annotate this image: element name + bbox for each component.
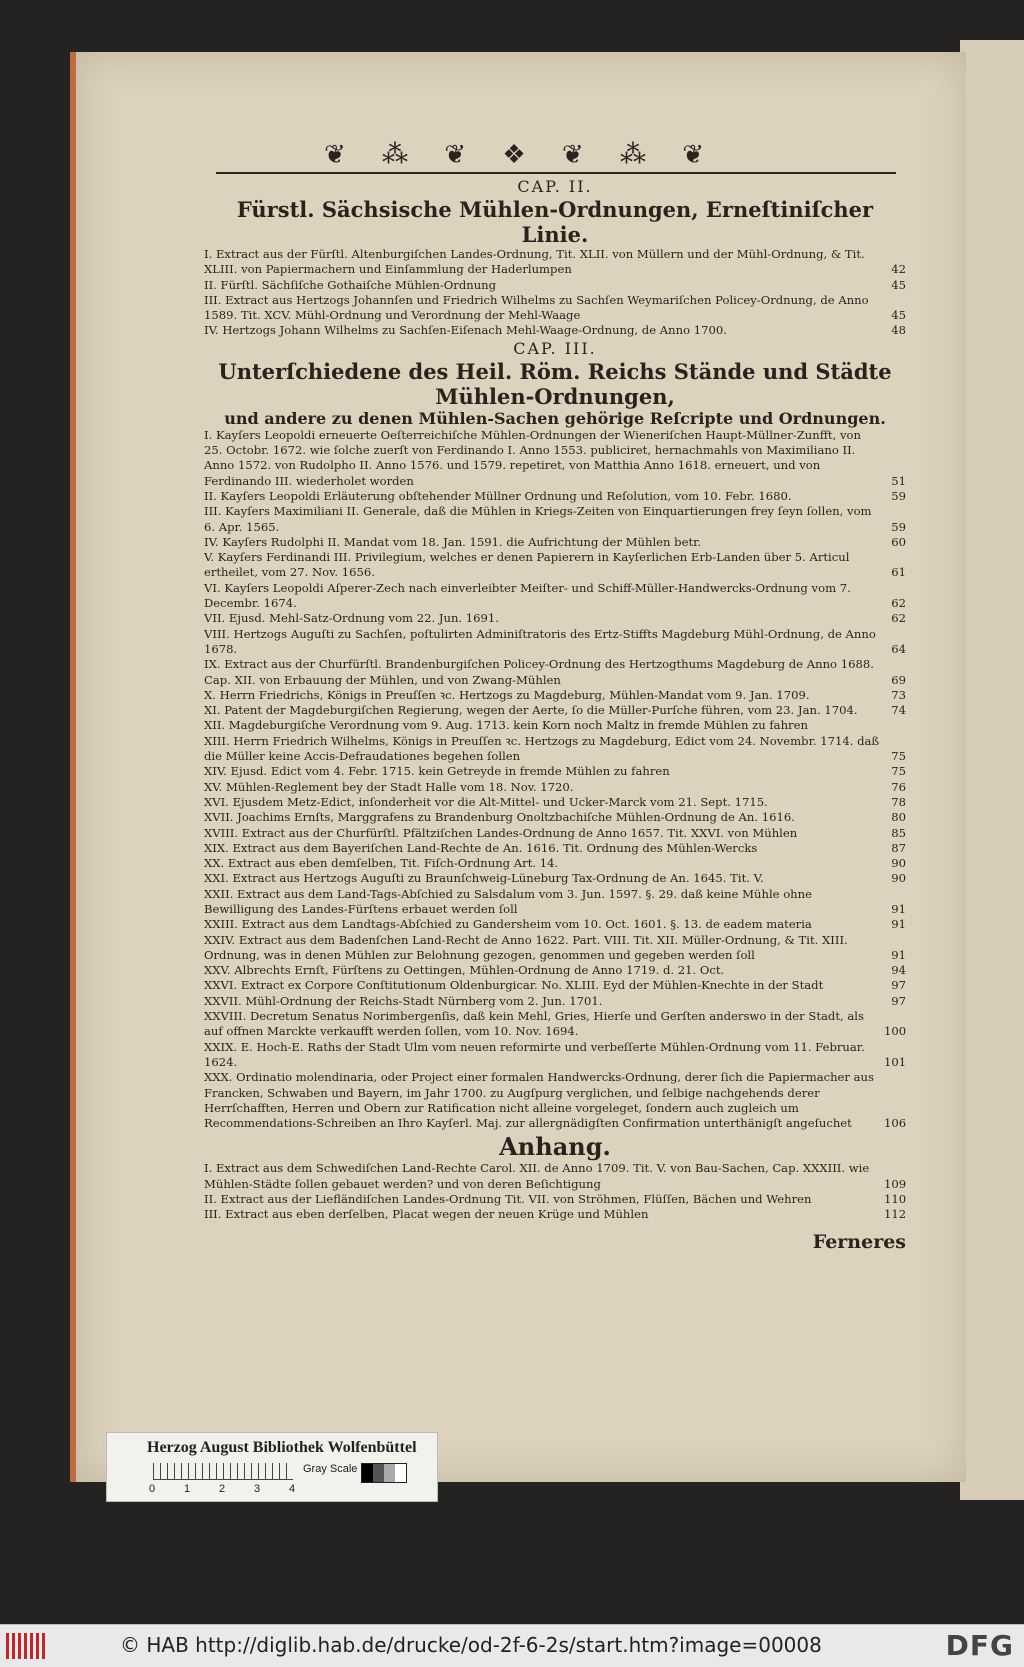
entry-text: Extract aus der Fürſtl. Altenburgiſchen Landes-Ordnung, Tit. XLII. von Müllern und der Mühl-Ordnung, & Tit. XLIII. von Papiermachern und Einſammlung der Haderlumpen: [204, 247, 865, 277]
toc-entry: [204, 780, 906, 795]
entry-text: Mühl-Ordnung der Reichs-Stadt Nürnberg vom 2. Jun. 1701.: [245, 993, 603, 1008]
entry-number: XXI.: [204, 871, 229, 886]
entry-number: IV.: [204, 534, 219, 549]
entry-text: Extract aus eben demſelben, Tit. Fiſch-Ordnung Art. 14.: [227, 856, 559, 871]
entry-page-number: 87: [891, 840, 906, 855]
scale-numbers: [149, 1483, 324, 1495]
toc-entry: [204, 489, 906, 504]
dfg-logo: DFG: [945, 1629, 1014, 1662]
library-label: [106, 1432, 438, 1502]
entry-number: V.: [204, 550, 215, 565]
entry-number: VI.: [204, 580, 221, 595]
entry-text: Herrn Friedrichs, Königs in Preuſſen ꝛc. Hertzogs zu Magdeburg, Mühlen-Mandat vom 9. Jan. 1709.: [219, 687, 810, 702]
toc-entry: [204, 810, 906, 825]
scale-number: 3: [254, 1483, 261, 1495]
entry-text: Herrn Friedrich Wilhelms, Königs in Preuſſen ꝛc. Hertzogs zu Magdeburg, Edict vom 24. Novembr. 1714. daß die Müller keine Accis-Defraudationes begehen ſollen: [204, 733, 880, 764]
cap3-subheading: und andere zu denen Mühlen-Sachen gehörige Reſcripte und Ordnungen.: [224, 408, 886, 428]
toc-entry: [204, 504, 906, 535]
entry-page-number: 42: [891, 262, 906, 277]
entry-text: Ejusd. Edict vom 4. Febr. 1715. kein Getreyde in fremde Mühlen zu fahren: [230, 764, 670, 779]
cap2-label: CAP. II.: [517, 177, 593, 196]
entry-text: Kayſers Ferdinandi III. Privilegium, welches er denen Papierern in Kayſerlichen Erb-Landen über 5. Articul ertheilet, vom 27. Nov. 1656.: [204, 550, 850, 580]
anhang-entries: [204, 1161, 906, 1222]
entry-text: Extract aus Hertzogs Auguſti zu Braunſchweig-Lüneburg Tax-Ordnung de An. 1645. Tit. V.: [232, 871, 764, 886]
entry-number: XXIV.: [204, 932, 236, 947]
cap3-label: CAP. III.: [513, 338, 597, 358]
entry-number: XIII.: [204, 733, 230, 748]
gray-scale-label: Gray Scale: [303, 1463, 358, 1475]
entry-page-number: 78: [891, 794, 906, 809]
entry-text: Ejusdem Metz-Edict, inſonderheit vor die Alt-Mittel- und Ucker-Marck vom 21. Sept. 1715.: [232, 794, 768, 809]
entry-text: Extract aus der Churfürſtl. Pfältziſchen Landes-Ordnung de Anno 1657. Tit. XXVI. von Mühlen: [241, 825, 798, 840]
entry-number: VII.: [204, 611, 226, 626]
toc-entry: [204, 734, 906, 765]
entry-page-number: 91: [891, 947, 906, 962]
footer-bar: [0, 1624, 1024, 1667]
gray-scale-swatch: [361, 1463, 407, 1483]
toc-entry: [204, 550, 906, 581]
entry-page-number: 74: [891, 703, 906, 718]
entry-number: XXVI.: [204, 978, 238, 993]
toc-entry: [204, 933, 906, 964]
entry-number: II.: [204, 488, 217, 503]
entry-number: XII.: [204, 718, 226, 733]
entry-page-number: 97: [891, 978, 906, 993]
entry-number: III.: [204, 1207, 222, 1222]
toc-entry: [204, 627, 906, 658]
toc-entry: [204, 703, 906, 718]
toc-entry: [204, 247, 906, 278]
entry-page-number: 61: [891, 565, 906, 580]
toc-entry: [204, 323, 906, 338]
entry-number: III.: [204, 292, 222, 307]
entry-text: Hertzogs Johann Wilhelms zu Sachſen-Eiſenach Mehl-Waage-Ordnung, de Anno 1700.: [222, 323, 727, 338]
entry-text: Kayſers Maximiliani II. Generale, daß die Mühlen in Kriegs-Zeiten von Einquartierungen frey ſeyn ſollen, vom 6. Apr. 1565.: [204, 504, 872, 534]
toc-entry: [204, 795, 906, 810]
entry-page-number: 75: [891, 749, 906, 764]
entry-page-number: 90: [891, 871, 906, 886]
entry-number: XV.: [204, 779, 223, 794]
scale-number: 2: [219, 1483, 226, 1495]
entry-number: III.: [204, 504, 222, 519]
entry-number: XVIII.: [204, 825, 239, 840]
entry-number: XXIX.: [204, 1039, 238, 1054]
toc-entry: [204, 871, 906, 886]
catchword: Ferneres: [812, 1230, 906, 1253]
toc-entry: [204, 764, 906, 779]
entry-number: XI.: [204, 703, 221, 718]
entry-number: I.: [204, 427, 213, 442]
toc-entry: [204, 611, 906, 626]
toc-entry: [204, 994, 906, 1009]
toc-entry: [204, 917, 906, 932]
entry-number: IV.: [204, 323, 219, 338]
entry-text: Decretum Senatus Norimbergenſis, daß kein Mehl, Gries, Hierſe und Gerſten anderswo in der Stadt, als auf offnen Marckte verkaufft werden ſollen, vom 10. Nov. 1694.: [204, 1009, 864, 1039]
entry-text: Joachims Ernſts, Marggrafens zu Brandenburg Onoltzbachiſche Mühlen-Ordnung de An. 1616.: [237, 810, 795, 825]
entry-page-number: 76: [891, 779, 906, 794]
ruler-scale: [153, 1463, 293, 1480]
entry-text: Extract aus eben derſelben, Placat wegen der neuen Krüge und Mühlen: [225, 1207, 649, 1222]
entry-text: Extract aus dem Landtags-Abſchied zu Gandersheim vom 10. Oct. 1601. §. 13. de eadem materia: [241, 917, 812, 932]
entry-text: Extract ex Corpore Conſtitutionum Oldenburgicar. No. XLIII. Eyd der Mühlen-Knechte in der Stadt: [240, 978, 824, 993]
toc-entry: [204, 657, 906, 688]
entry-page-number: 101: [884, 1054, 907, 1069]
entry-number: XX.: [204, 856, 225, 871]
entry-page-number: 90: [891, 856, 906, 871]
toc-entry: [204, 1040, 906, 1071]
entry-page-number: 45: [891, 277, 906, 292]
entry-number: II.: [204, 277, 217, 292]
entry-text: Albrechts Ernſt, Fürſtens zu Oettingen, Mühlen-Ordnung de Anno 1719. d. 21. Oct.: [234, 963, 725, 978]
toc-entry: [204, 718, 906, 733]
entry-number: XXII.: [204, 886, 234, 901]
entry-text: Ordinatio molendinaria, oder Project einer formalen Handwercks-Ordnung, derer ſich die Papiermacher aus Francken, Schwaben und Bayern, im Jahr 1700. zu Augſpurg verglichen, und ſelbige nachgehends derer Herrſchafften, Herren und Obern zur Ratification nicht alleine vorgeleget, ſondern auch zugleich um Recommendations-Schreiben an Ihro Kayſerl. Maj. zur allergnädigſten Confirmation unterthänigſt angeſuchet: [204, 1070, 874, 1131]
entry-number: IX.: [204, 657, 221, 672]
entry-number: XXIII.: [204, 917, 238, 932]
toc-entry: [204, 887, 906, 918]
entry-page-number: 110: [884, 1192, 907, 1207]
cap3-entries: [204, 428, 906, 1132]
entry-text: Kayſers Leopoldi Erläuterung obſtehender Müllner Ordnung und Reſolution, vom 10. Febr. 1680.: [220, 488, 792, 503]
ornament-band: ❦ ⁂ ❦ ❖ ❦ ⁂ ❦: [323, 140, 719, 170]
entry-text: Kayſers Rudolphi II. Mandat vom 18. Jan. 1591. die Aufrichtung der Mühlen betr.: [222, 534, 702, 549]
entry-number: XXVII.: [204, 993, 242, 1008]
entry-page-number: 85: [891, 825, 906, 840]
entry-page-number: 97: [891, 993, 906, 1008]
entry-page-number: 51: [891, 473, 906, 488]
entry-page-number: 91: [891, 917, 906, 932]
entry-number: XVII.: [204, 810, 234, 825]
entry-text: Patent der Magdeburgiſchen Regierung, wegen der Aerte, ſo die Müller-Purſche führen, vom 23. Jan. 1704.: [224, 703, 858, 718]
entry-text: Extract aus dem Land-Tags-Abſchied zu Salsdalum vom 3. Jun. 1597. §. 29. daß keine Mühle ohne Bewilligung des Landes-Fürſtens erbauet werden ſoll: [204, 886, 812, 916]
entry-text: E. Hoch-E. Raths der Stadt Ulm vom neuen reformirte und verbeſſerte Mühlen-Ordnung vom 11. Februar. 1624.: [204, 1039, 865, 1069]
entry-number: X.: [204, 687, 216, 702]
entry-page-number: 62: [891, 611, 906, 626]
cap2-heading: Fürstl. Sächsische Mühlen-Ordnungen, Erneſtiniſcher Linie.: [236, 197, 874, 247]
toc-entry: [204, 278, 906, 293]
entry-page-number: 62: [891, 596, 906, 611]
entry-text: Extract aus dem Badenſchen Land-Recht de Anno 1622. Part. VIII. Tit. XII. Müller-Ordnung, & Tit. XIII. Ordnung, was in denen Mühlen zur Belohnung gezogen, genommen und gegeben werden ſoll: [204, 932, 848, 962]
source-link[interactable]: © HAB http://diglib.hab.de/drucke/od-2f-6-2s/start.htm?image=00008: [120, 1633, 822, 1657]
entry-page-number: 94: [891, 963, 906, 978]
table-of-contents: [204, 177, 906, 1253]
entry-number: XIX.: [204, 840, 229, 855]
toc-entry: [204, 688, 906, 703]
entry-number: XXV.: [204, 963, 231, 978]
toc-entry: [204, 841, 906, 856]
entry-number: I.: [204, 1161, 213, 1176]
entry-text: Extract aus dem Bayeriſchen Land-Rechte de An. 1616. Tit. Ordnung des Mühlen-Wercks: [232, 840, 758, 855]
entry-page-number: 64: [891, 641, 906, 656]
toc-entry: [204, 856, 906, 871]
entry-page-number: 106: [884, 1116, 907, 1131]
entry-number: I.: [204, 247, 213, 261]
entry-page-number: 80: [891, 810, 906, 825]
entry-text: Fürſtl. Sächſiſche Gothaiſche Mühlen-Ordnung: [220, 277, 497, 292]
cap3-heading: Unterſchiedene des Heil. Röm. Reichs Stände und Städte Mühlen-Ordnungen,: [218, 358, 892, 409]
entry-text: Extract aus Hertzogs Johannſen und Friedrich Wilhelms zu Sachſen Weymariſchen Policey-Ordnung, de Anno 1589. Tit. XCV. Mühl-Ordnung und Verordnung der Mehl-Waage: [204, 292, 869, 323]
entry-number: VIII.: [204, 626, 230, 641]
toc-entry: [204, 1009, 906, 1040]
entry-number: II.: [204, 1192, 217, 1207]
entry-number: XVI.: [204, 794, 229, 809]
scale-number: 1: [184, 1483, 191, 1495]
toc-entry: [204, 293, 906, 324]
entry-page-number: 48: [891, 323, 906, 338]
header-rule: [216, 172, 896, 174]
toc-entry: [204, 978, 906, 993]
toc-entry: [204, 535, 906, 550]
entry-number: XXX.: [204, 1070, 233, 1085]
cap2-entries: [204, 247, 906, 339]
entry-page-number: 91: [891, 901, 906, 916]
entry-page-number: 112: [884, 1207, 907, 1222]
entry-page-number: 73: [891, 687, 906, 702]
entry-text: Kayſers Leopoldi erneuerte Oeſterreichiſche Mühlen-Ordnungen der Wieneriſchen Haupt-Müllner-Zunfft, von 25. Octobr. 1672. wie ſolche zuerſt von Ferdinando I. Anno 1553. publiciret, hernachmahls von Maximiliano II. Anno 1572. von Rudolpho II. Anno 1576. und 1579. repetiret, von Matthia Anno 1618. erneuert, und von Ferdinando III. wiederholet worden: [204, 427, 861, 488]
entry-text: Magdeburgiſche Verordnung vom 9. Aug. 1713. kein Korn noch Maltz in fremde Mühlen zu fahren: [228, 718, 808, 733]
toc-entry: [204, 1070, 906, 1131]
entry-page-number: 60: [891, 534, 906, 549]
toc-entry: [204, 963, 906, 978]
entry-text: Extract aus der Liefländiſchen Landes-Ordnung Tit. VII. von Ströhmen, Flüſſen, Bächen und Wehren: [220, 1192, 812, 1207]
hab-logo-icon: [6, 1633, 46, 1659]
entry-text: Extract aus der Churfürſtl. Brandenburgiſchen Policey-Ordnung des Hertzogthums Magdeburg de Anno 1688. Cap. XII. von Erbauung der Mühlen, und von Zwang-Mühlen: [204, 657, 874, 687]
scale-number: 0: [149, 1483, 156, 1495]
toc-entry: [204, 1161, 906, 1192]
entry-text: Mühlen-Reglement bey der Stadt Halle vom 18. Nov. 1720.: [225, 779, 574, 794]
entry-number: XXVIII.: [204, 1009, 247, 1024]
entry-page-number: 69: [891, 672, 906, 687]
entry-page-number: 45: [891, 308, 906, 323]
toc-entry: [204, 826, 906, 841]
entry-page-number: 109: [884, 1176, 907, 1191]
entry-page-number: 75: [891, 764, 906, 779]
toc-entry: [204, 1207, 906, 1222]
facing-page-edge: [960, 40, 1024, 1500]
book-page: [70, 52, 966, 1482]
entry-text: Kayſers Leopoldi Aſperer-Zech nach einverleibter Meiſter- und Schiff-Müller-Handwercks-Ordnung vom 7. Decembr. 1674.: [204, 580, 851, 611]
entry-page-number: 100: [884, 1024, 907, 1039]
entry-page-number: 59: [891, 488, 906, 503]
entry-number: XIV.: [204, 764, 227, 779]
library-name: Herzog August Bibliothek Wolfenbüttel: [147, 1439, 417, 1456]
anhang-heading: Anhang.: [499, 1132, 611, 1162]
entry-text: Extract aus dem Schwediſchen Land-Rechte Carol. XII. de Anno 1709. Tit. V. von Bau-Sachen, Cap. XXXIII. wie Mühlen-Städte ſollen gebauet werden? und von deren Beſichtigung: [204, 1161, 870, 1191]
toc-entry: [204, 581, 906, 612]
entry-text: Ejusd. Mehl-Satz-Ordnung vom 22. Jun. 1691.: [228, 611, 499, 626]
toc-entry: [204, 1192, 906, 1207]
entry-page-number: 59: [891, 519, 906, 534]
entry-text: Hertzogs Auguſti zu Sachſen, poſtulirten Adminiſtratoris des Ertz-Stiffts Magdeburg Mühl-Ordnung, de Anno 1678.: [204, 626, 876, 656]
toc-entry: [204, 428, 906, 489]
scale-number: 4: [289, 1483, 296, 1495]
